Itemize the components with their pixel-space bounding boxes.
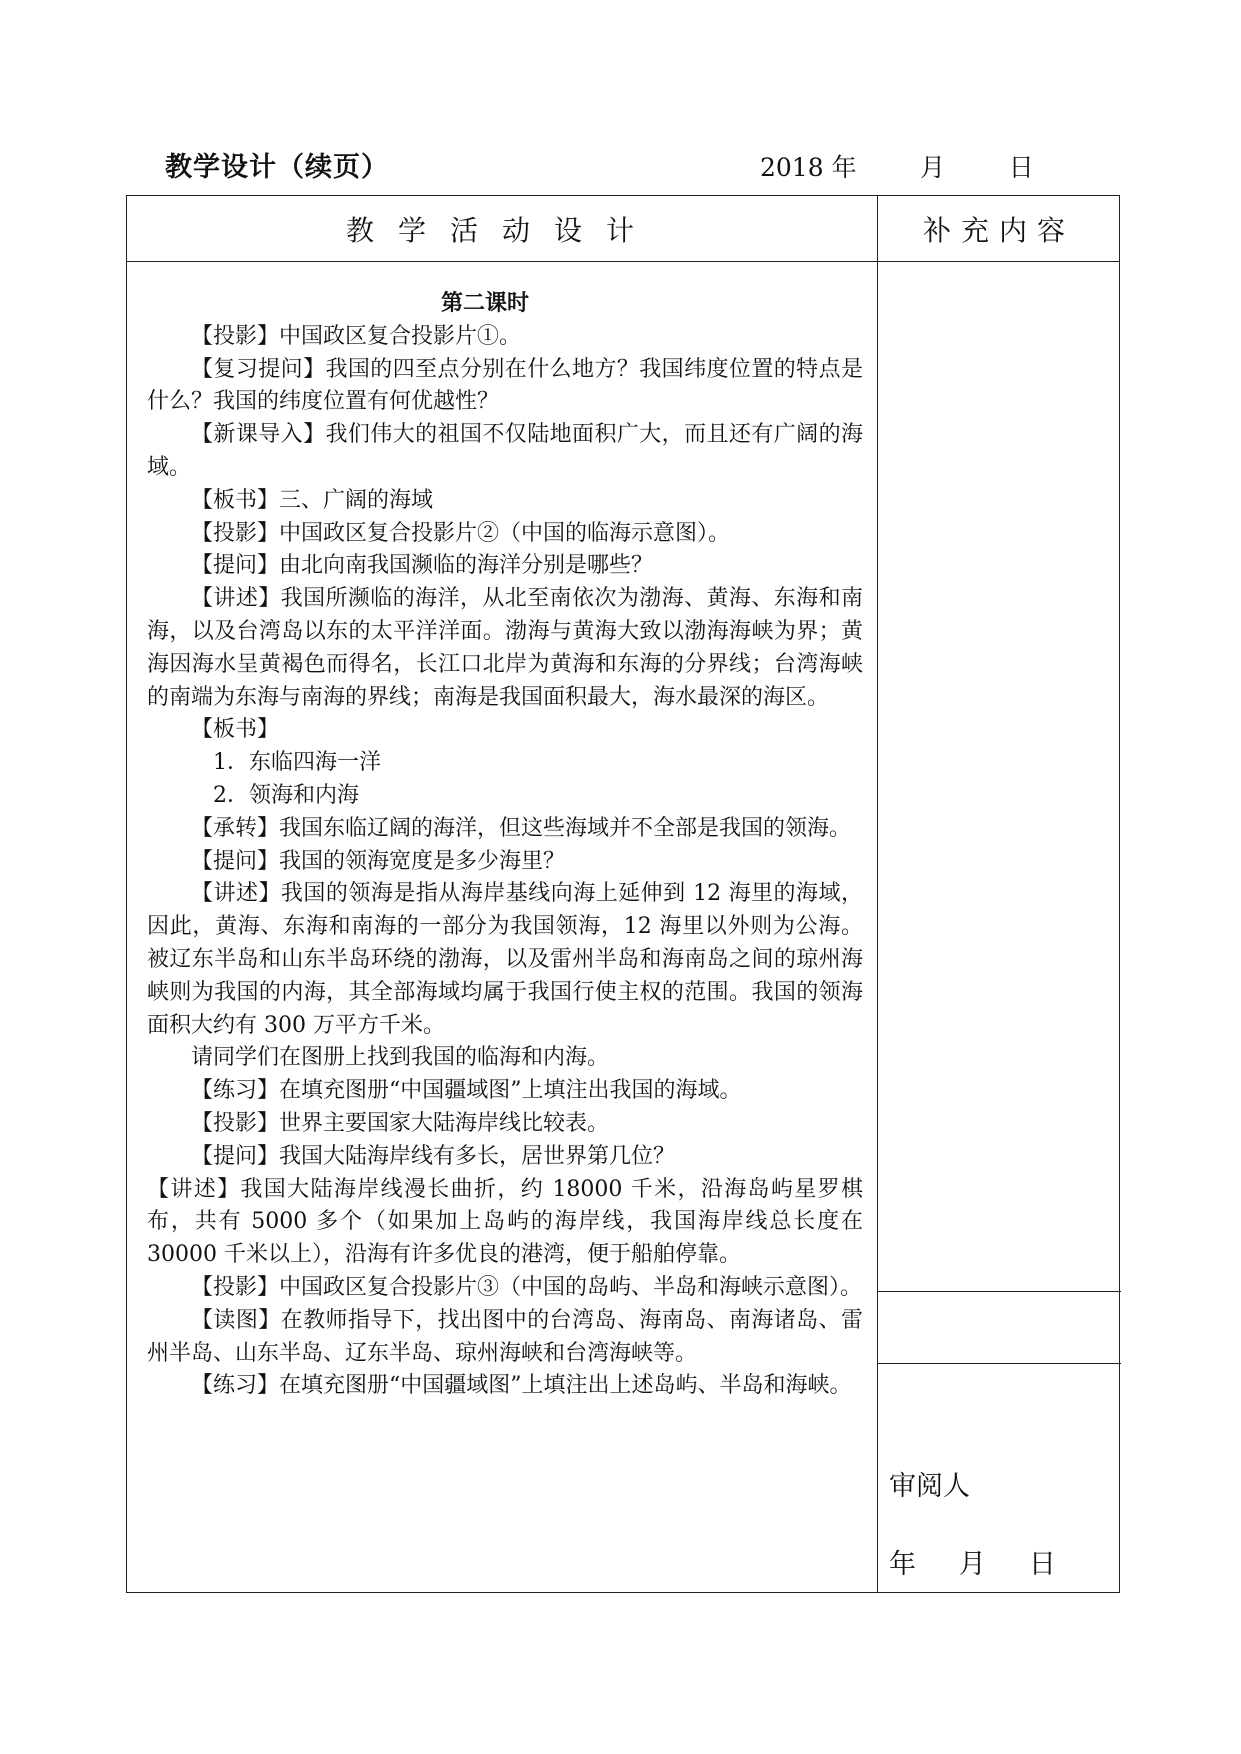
paragraph: 【板书】	[191, 717, 280, 743]
lesson-table	[126, 195, 1120, 1593]
paragraph: 【练习】在填充图册“中国疆域图”上填注出上述岛屿、半岛和海峡。	[191, 1373, 852, 1399]
lesson-title: 第二课时	[440, 291, 529, 316]
paragraph: 【提问】我国的领海宽度是多少海里？	[191, 848, 566, 874]
paragraph: 【投影】中国政区复合投影片②（中国的临海示意图）。	[191, 520, 731, 546]
header-divider	[127, 261, 1119, 262]
list-item: 2．领海和内海	[213, 782, 359, 808]
reviewer-label: 审阅人	[889, 1471, 970, 1502]
paragraph: 【投影】中国政区复合投影片③（中国的岛屿、半岛和海峡示意图）。	[191, 1274, 863, 1300]
paragraph: 【承转】我国东临辽阔的海洋，但这些海域并不全部是我国的领海。	[191, 815, 852, 841]
paragraph: 【讲述】我国所濒临的海洋，从北至南依次为渤海、黄海、东海和南海，以及台湾岛以东的太平洋洋面。渤海与黄海大致以渤海海峡为界；黄海因海水呈黄褐色而得名，长江口北岸为黄海和东海的分界线；台湾海峡的南端为东海与南海的界线；南海是我国面积最大，海水最深的海区。	[147, 586, 863, 710]
paragraph: 【投影】世界主要国家大陆海岸线比较表。	[191, 1110, 610, 1136]
paragraph: 【复习提问】我国的四至点分别在什么地方？我国纬度位置的特点是什么？我国的纬度位置有何优越性？	[147, 356, 863, 415]
paragraph: 【讲述】我国的领海是指从海岸基线向海上延伸到 12 海里的海域，因此，黄海、东海和南海的一部分为我国领海，12 海里以外则为公海。被辽东半岛和山东半岛环绕的渤海，以及雷州半岛和海南岛之间的琼州海峡则为我国的内海，其全部海域均属于我国行使主权的范围。我国的领海面积大约有 300 万平方千米。	[147, 881, 863, 1038]
lesson-content	[147, 288, 863, 1403]
paragraph: 【练习】在填充图册“中国疆域图”上填注出我国的海域。	[191, 1078, 742, 1104]
paragraph: 【读图】在教师指导下，找出图中的台湾岛、海南岛、南海诸岛、雷州半岛、山东半岛、辽东半岛、琼州海峡和台湾海峡等。	[147, 1307, 863, 1366]
side-divider-date	[877, 1363, 1121, 1364]
side-column-header: 补充内容	[922, 213, 1075, 247]
header-date: 2018 年 月 日	[760, 153, 1034, 182]
paragraph: 【讲述】我国大陆海岸线漫长曲折，约 18000 千米，沿海岛屿星罗棋布，共有 5000 多个（如果加上岛屿的海岸线，我国海岸线总长度在 30000 千米以上），沿海有许多优良的港湾，便于船舶停靠。	[147, 1176, 863, 1268]
paragraph: 【提问】我国大陆海岸线有多长，居世界第几位？	[191, 1143, 676, 1169]
list-item: 1．东临四海一洋	[213, 750, 381, 776]
paragraph: 【板书】三、广阔的海域	[191, 487, 434, 513]
paragraph: 【新课导入】我们伟大的祖国不仅陆地面积广大，而且还有广阔的海域。	[147, 422, 863, 480]
column-divider	[877, 196, 878, 1592]
main-column-header: 教学活动设计	[345, 213, 658, 247]
review-date: 年 月 日	[889, 1549, 1056, 1580]
side-divider-review	[877, 1291, 1121, 1292]
page-title: 教学设计（续页）	[165, 152, 389, 183]
paragraph: 【投影】中国政区复合投影片①。	[191, 323, 522, 349]
paragraph: 【提问】由北向南我国濒临的海洋分别是哪些？	[191, 553, 654, 579]
paragraph: 请同学们在图册上找到我国的临海和内海。	[191, 1045, 610, 1071]
